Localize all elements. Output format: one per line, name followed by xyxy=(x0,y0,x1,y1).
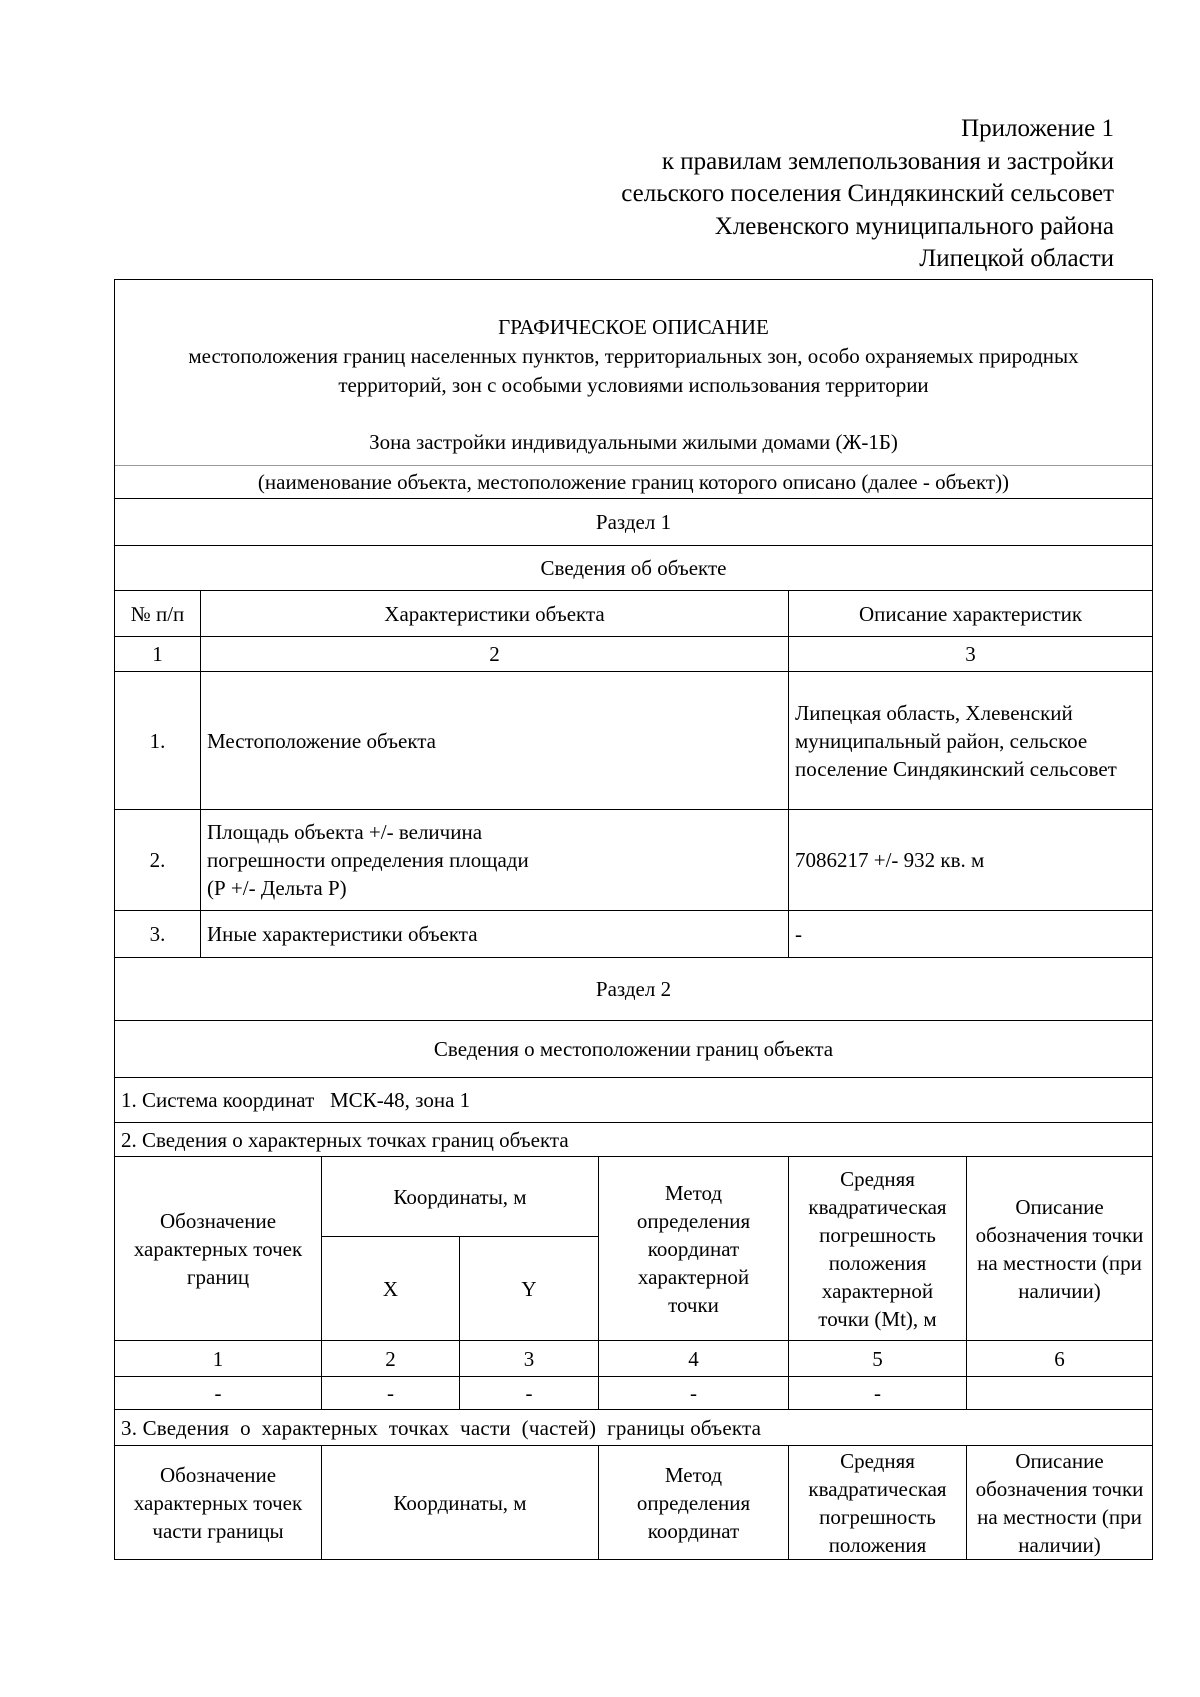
header-line: Метод xyxy=(664,1180,723,1205)
characteristic-line: погрешности определения площади xyxy=(207,848,529,872)
table-cell xyxy=(967,1377,1153,1410)
parts-method-header xyxy=(599,1446,789,1560)
header-line: характерной xyxy=(637,1264,750,1289)
coordinate-system: 1. Система координат МСК-48, зона 1 xyxy=(115,1078,1153,1123)
document-subtitle: местоположения границ населенных пунктов, территориальных зон, особо охраняемых природных xyxy=(188,343,1079,368)
header-line: наличии) xyxy=(1018,1532,1101,1557)
parts-error-header xyxy=(789,1446,967,1560)
points-title: 2. Сведения о характерных точках границ объекта xyxy=(115,1123,1153,1157)
column-number: 5 xyxy=(789,1341,967,1377)
header-line: границ xyxy=(186,1264,250,1289)
header-line: части границы xyxy=(152,1518,284,1543)
header-line: Средняя xyxy=(840,1166,915,1191)
characteristic-line: (Р +/- Дельта Р) xyxy=(207,876,347,900)
parts-coordinates-header: Координаты, м xyxy=(322,1446,599,1560)
table-row xyxy=(115,810,1153,911)
header-line: характерных точек xyxy=(133,1236,303,1261)
coordinates-header: Координаты, м xyxy=(322,1157,599,1237)
row-number: 1. xyxy=(115,672,201,810)
header-line: координат xyxy=(647,1236,740,1261)
header-line: на местности (при xyxy=(977,1504,1142,1529)
column-number: 6 xyxy=(967,1341,1153,1377)
header-line: Метод xyxy=(664,1462,723,1487)
title-block xyxy=(115,280,1153,466)
description-cell: 7086217 +/- 932 кв. м xyxy=(789,810,1153,911)
header-line: обозначения точки xyxy=(975,1476,1144,1501)
object-name: Зона застройки индивидуальными жилыми домами (Ж-1Б) xyxy=(369,429,898,454)
column-header: № п/п xyxy=(115,591,201,637)
characteristic-cell: Иные характеристики объекта xyxy=(201,911,789,958)
header-line: Обозначение xyxy=(159,1208,277,1233)
section1-subtitle: Сведения об объекте xyxy=(115,546,1153,591)
header-line: квадратическая xyxy=(808,1476,947,1501)
header-line: погрешность xyxy=(819,1504,936,1529)
header-line: Хлевенского муниципального района xyxy=(714,212,1114,240)
header-line: обозначения точки xyxy=(975,1222,1144,1247)
column-number: 3 xyxy=(460,1341,599,1377)
table-cell: - xyxy=(460,1377,599,1410)
column-header: Характеристики объекта xyxy=(201,591,789,637)
header-line: на местности (при xyxy=(977,1250,1142,1275)
graphic-description-table xyxy=(114,279,1153,1560)
x-header: X xyxy=(322,1237,460,1341)
column-number: 4 xyxy=(599,1341,789,1377)
document-subtitle: территорий, зон с особыми условиями использования территории xyxy=(338,372,929,397)
table-cell: - xyxy=(789,1377,967,1410)
description-cell xyxy=(789,672,1153,810)
characteristic-cell xyxy=(201,810,789,911)
document-heading: ГРАФИЧЕСКОЕ ОПИСАНИЕ xyxy=(498,314,769,339)
header-line: погрешность xyxy=(819,1222,936,1247)
section1-title: Раздел 1 xyxy=(115,499,1153,546)
error-header xyxy=(789,1157,967,1341)
description-header xyxy=(967,1157,1153,1341)
header-line: Липецкой области xyxy=(919,245,1114,272)
table-cell: - xyxy=(115,1377,322,1410)
y-header: Y xyxy=(460,1237,599,1341)
column-number: 2 xyxy=(201,637,789,672)
description-line: Липецкая область, Хлевенский xyxy=(795,700,1073,725)
header-line: Обозначение xyxy=(159,1462,277,1487)
section2-title: Раздел 2 xyxy=(115,958,1153,1021)
table-row xyxy=(115,1377,1153,1410)
header-line: наличии) xyxy=(1018,1278,1101,1303)
row-number: 2. xyxy=(115,810,201,911)
header-line: характерных точек xyxy=(133,1490,303,1515)
header-line: положения xyxy=(828,1532,927,1557)
header-line: положения xyxy=(828,1250,927,1275)
parts-title: 3. Сведения о характерных точках части (частей) границы объекта xyxy=(115,1410,1153,1446)
designation-header xyxy=(115,1157,322,1341)
table-cell: - xyxy=(599,1377,789,1410)
description-cell: - xyxy=(789,911,1153,958)
header-line: сельского поселения Синдякинский сельсовет xyxy=(621,180,1114,207)
section2-subtitle: Сведения о местоположении границ объекта xyxy=(115,1021,1153,1078)
header-line: Описание xyxy=(1015,1194,1104,1219)
table-row xyxy=(115,911,1153,958)
header-line: Средняя xyxy=(840,1448,915,1473)
description-line: муниципальный район, сельское xyxy=(795,728,1088,753)
parts-designation-header xyxy=(115,1446,322,1560)
appendix-header xyxy=(621,113,1114,276)
object-caption: (наименование объекта, местоположение границ которого описано (далее - объект)) xyxy=(115,466,1153,499)
header-line: характерной xyxy=(821,1278,934,1303)
parts-description-header xyxy=(967,1446,1153,1560)
header-line: точки xyxy=(668,1292,719,1317)
column-header: Описание характеристик xyxy=(789,591,1153,637)
characteristic-line: Площадь объекта +/- величина xyxy=(207,820,483,844)
column-number: 2 xyxy=(322,1341,460,1377)
header-line: квадратическая xyxy=(808,1194,947,1219)
column-number: 1 xyxy=(115,637,201,672)
characteristic-cell: Местоположение объекта xyxy=(201,672,789,810)
row-number: 3. xyxy=(115,911,201,958)
column-number: 3 xyxy=(789,637,1153,672)
header-line: к правилам землепользования и застройки xyxy=(661,147,1114,175)
header-line: определения xyxy=(636,1490,751,1515)
method-header xyxy=(599,1157,789,1341)
header-line: точки (Mt), м xyxy=(818,1306,937,1331)
table-row xyxy=(115,672,1153,810)
header-line: Приложение 1 xyxy=(961,115,1114,142)
header-line: Описание xyxy=(1015,1448,1104,1473)
column-number: 1 xyxy=(115,1341,322,1377)
header-line: определения xyxy=(636,1208,751,1233)
table-cell: - xyxy=(322,1377,460,1410)
header-line: координат xyxy=(647,1518,740,1543)
description-line: поселение Синдякинский сельсовет xyxy=(795,756,1117,781)
